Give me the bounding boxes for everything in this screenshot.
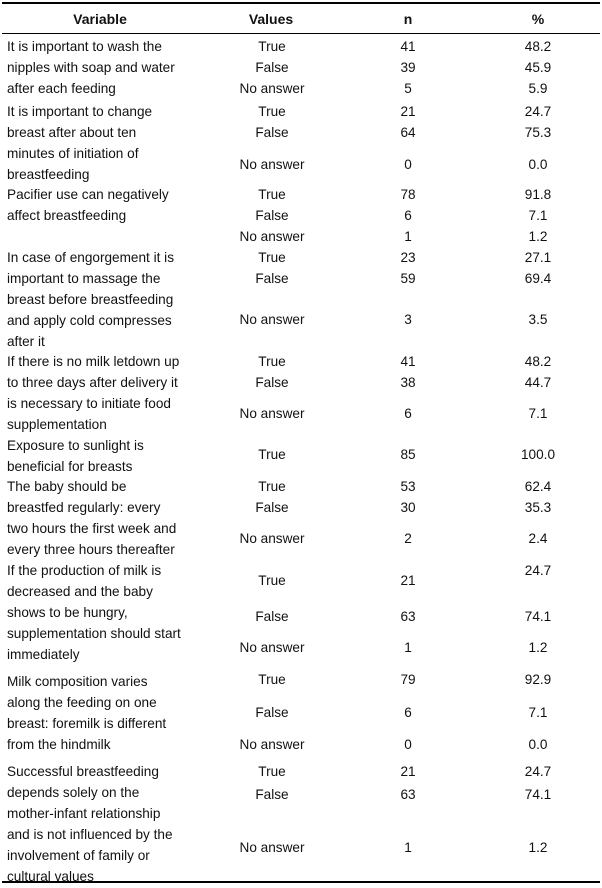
variable-text-line: affect breastfeeding xyxy=(7,208,127,223)
value-cell: True xyxy=(258,104,286,119)
variable-text-line: If the production of milk is xyxy=(7,563,162,578)
count-cell: 1 xyxy=(404,640,412,655)
value-cell: No answer xyxy=(239,531,305,546)
variable-text-line: mother-infant relationship xyxy=(7,806,161,821)
variable-text-line: decreased and the baby xyxy=(7,584,153,599)
percent-cell: 74.1 xyxy=(524,609,552,624)
percent-cell: 27.1 xyxy=(524,250,552,265)
count-cell: 30 xyxy=(400,500,416,515)
percent-cell: 1.2 xyxy=(528,229,548,244)
header-percent: % xyxy=(531,11,545,27)
value-cell: True xyxy=(258,672,286,687)
value-cell: False xyxy=(255,500,289,515)
count-cell: 79 xyxy=(400,672,416,687)
variable-text-line: breastfed regularly: every xyxy=(7,500,161,515)
count-cell: 1 xyxy=(404,229,412,244)
variable-text-line: Successful breastfeeding xyxy=(7,764,159,779)
value-cell: False xyxy=(255,125,289,140)
header-values: Values xyxy=(248,11,294,27)
value-cell: No answer xyxy=(239,157,305,172)
percent-cell: 75.3 xyxy=(524,125,552,140)
count-cell: 5 xyxy=(404,81,412,96)
variable-text-line: after each feeding xyxy=(7,81,116,96)
value-cell: False xyxy=(255,609,289,624)
percent-cell: 0.0 xyxy=(528,157,548,172)
value-cell: No answer xyxy=(239,737,305,752)
percent-cell: 24.7 xyxy=(524,104,552,119)
percent-cell: 7.1 xyxy=(528,705,548,720)
percent-cell: 1.2 xyxy=(528,640,548,655)
percent-cell: 24.7 xyxy=(524,764,552,779)
variable-text-line: is necessary to initiate food xyxy=(7,396,171,411)
percent-cell: 100.0 xyxy=(520,447,556,462)
variable-text-line: In case of engorgement it is xyxy=(7,250,174,265)
percent-cell: 7.1 xyxy=(528,208,548,223)
variable-text-line: nipples with soap and water xyxy=(7,60,175,75)
value-cell: No answer xyxy=(239,229,305,244)
count-cell: 6 xyxy=(404,406,412,421)
count-cell: 2 xyxy=(404,531,412,546)
percent-cell: 48.2 xyxy=(524,354,552,369)
count-cell: 39 xyxy=(400,60,416,75)
header-n: n xyxy=(403,11,413,27)
header-variable: Variable xyxy=(73,11,127,27)
percent-cell: 92.9 xyxy=(524,672,552,687)
breastfeeding-knowledge-table xyxy=(2,2,600,883)
value-cell: True xyxy=(258,573,286,588)
percent-cell: 24.7 xyxy=(524,563,552,578)
percent-cell: 3.5 xyxy=(528,312,548,327)
count-cell: 63 xyxy=(400,787,416,802)
value-cell: True xyxy=(258,479,286,494)
variable-text-line: supplementation xyxy=(7,417,107,432)
value-cell: No answer xyxy=(239,406,305,421)
variable-text-line: breast: foremilk is different xyxy=(7,716,167,731)
value-cell: True xyxy=(258,187,286,202)
variable-text-line: and is not influenced by the xyxy=(7,827,173,842)
value-cell: True xyxy=(258,39,286,54)
variable-text-line: depends solely on the xyxy=(7,785,140,800)
value-cell: False xyxy=(255,60,289,75)
variable-text-line: breast before breastfeeding xyxy=(7,292,174,307)
count-cell: 41 xyxy=(400,354,416,369)
value-cell: No answer xyxy=(239,640,305,655)
percent-cell: 91.8 xyxy=(524,187,552,202)
percent-cell: 45.9 xyxy=(524,60,552,75)
variable-text-line: important to massage the xyxy=(7,271,161,286)
count-cell: 21 xyxy=(400,573,416,588)
count-cell: 38 xyxy=(400,375,416,390)
variable-text-line: breast after about ten xyxy=(7,125,137,140)
variable-text-line: shows to be hungry, xyxy=(7,605,128,620)
count-cell: 85 xyxy=(400,447,416,462)
count-cell: 3 xyxy=(404,312,412,327)
count-cell: 6 xyxy=(404,208,412,223)
percent-cell: 48.2 xyxy=(524,39,552,54)
value-cell: True xyxy=(258,447,286,462)
variable-text-line: If there is no milk letdown up xyxy=(7,354,180,369)
count-cell: 41 xyxy=(400,39,416,54)
variable-text-line: beneficial for breasts xyxy=(7,459,133,474)
count-cell: 23 xyxy=(400,250,416,265)
variable-text-line: and apply cold compresses xyxy=(7,313,172,328)
variable-text-line: Milk composition varies xyxy=(7,674,148,689)
percent-cell: 35.3 xyxy=(524,500,552,515)
percent-cell: 69.4 xyxy=(524,271,552,286)
variable-text-line: every three hours thereafter xyxy=(7,542,175,557)
value-cell: No answer xyxy=(239,840,305,855)
value-cell: False xyxy=(255,705,289,720)
count-cell: 0 xyxy=(404,157,412,172)
count-cell: 21 xyxy=(400,764,416,779)
percent-cell: 74.1 xyxy=(524,787,552,802)
count-cell: 6 xyxy=(404,705,412,720)
variable-text-line: involvement of family or xyxy=(7,848,150,863)
variable-text-line: Pacifier use can negatively xyxy=(7,187,169,202)
count-cell: 1 xyxy=(404,840,412,855)
value-cell: True xyxy=(258,250,286,265)
percent-cell: 2.4 xyxy=(528,531,548,546)
variable-text-line: breastfeeding xyxy=(7,167,90,182)
percent-cell: 5.9 xyxy=(528,81,548,96)
percent-cell: 7.1 xyxy=(528,406,548,421)
count-cell: 63 xyxy=(400,609,416,624)
count-cell: 59 xyxy=(400,271,416,286)
variable-text-line: It is important to wash the xyxy=(7,39,162,54)
variable-text-line: supplementation should start xyxy=(7,626,181,641)
variable-text-line: immediately xyxy=(7,647,80,662)
variable-text-line: after it xyxy=(7,334,45,349)
percent-cell: 44.7 xyxy=(524,375,552,390)
count-cell: 53 xyxy=(400,479,416,494)
variable-text-line: cultural values xyxy=(7,869,94,884)
percent-cell: 1.2 xyxy=(528,840,548,855)
count-cell: 78 xyxy=(400,187,416,202)
variable-text-line: to three days after delivery it xyxy=(7,375,178,390)
value-cell: False xyxy=(255,271,289,286)
variable-text-line: from the hindmilk xyxy=(7,737,111,752)
variable-text-line: Exposure to sunlight is xyxy=(7,438,144,453)
percent-cell: 0.0 xyxy=(528,737,548,752)
value-cell: False xyxy=(255,375,289,390)
value-cell: False xyxy=(255,787,289,802)
value-cell: No answer xyxy=(239,312,305,327)
value-cell: False xyxy=(255,208,289,223)
variable-text-line: along the feeding on one xyxy=(7,695,157,710)
count-cell: 21 xyxy=(400,104,416,119)
count-cell: 0 xyxy=(404,737,412,752)
value-cell: No answer xyxy=(239,81,305,96)
value-cell: True xyxy=(258,354,286,369)
table-header xyxy=(2,4,600,34)
value-cell: True xyxy=(258,764,286,779)
percent-cell: 62.4 xyxy=(524,479,552,494)
variable-text-line: minutes of initiation of xyxy=(7,146,139,161)
variable-text-line: It is important to change xyxy=(7,104,153,119)
variable-text-line: The baby should be xyxy=(7,479,127,494)
variable-text-line: two hours the first week and xyxy=(7,521,177,536)
count-cell: 64 xyxy=(400,125,416,140)
